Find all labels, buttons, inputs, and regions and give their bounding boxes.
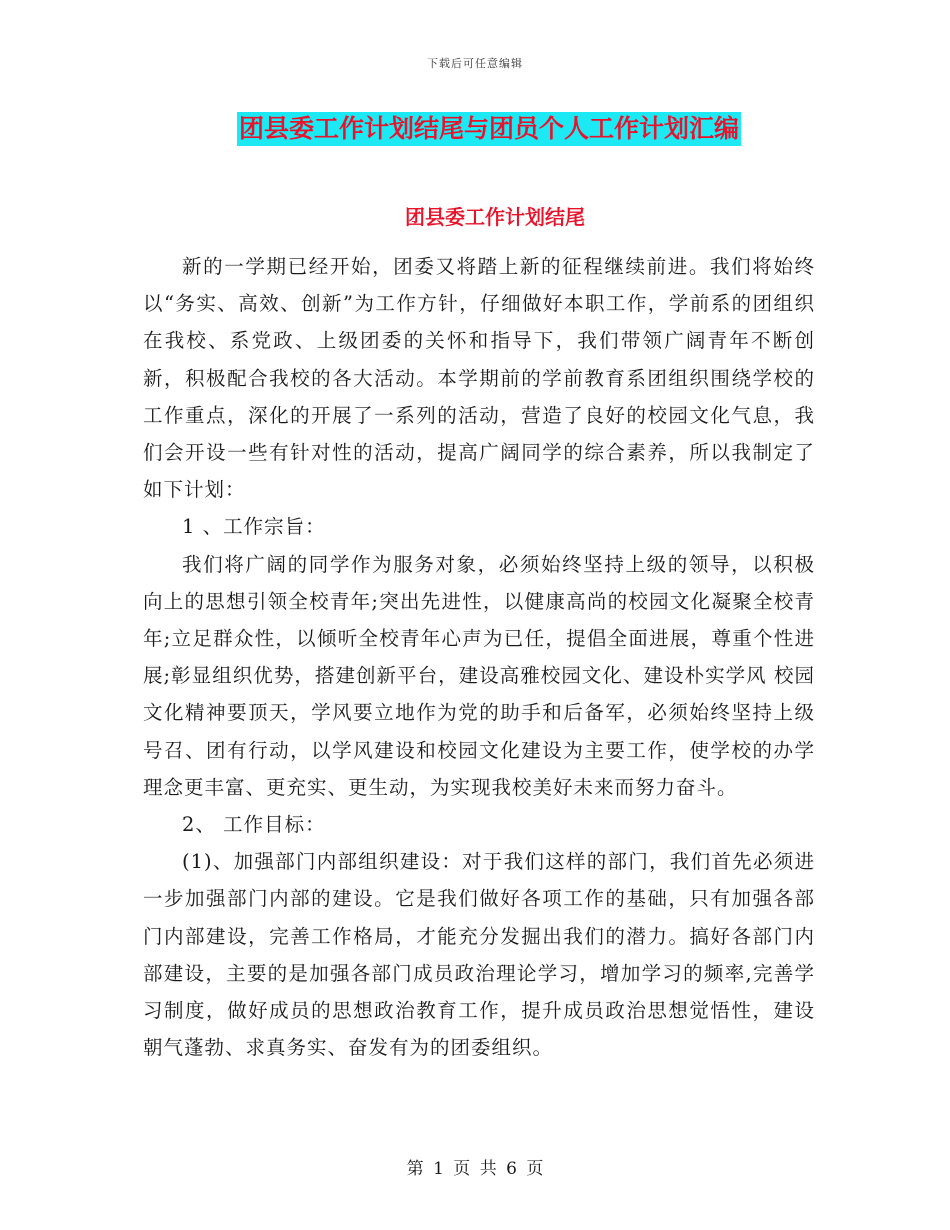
page-number: 第 1 页 共 6 页	[406, 1159, 544, 1179]
paragraph-intro: 新的一学期已经开始，团委又将踏上新的征程继续前进。我们将始终以“务实、高效、创新”为工作方针，仔细做好本职工作，学前系的团组织在我校、系党政、上级团委的关怀和指导下，我们带领广阔青年不断创新，积极配合我校的各大活动。本学期前的学前教育系团组织围绕学校的工作重点，深化的开展了一系列的活动，营造了良好的校园文化气息，我们会开设一些有针对性的活动，提高广阔同学的综合素养，所以我制定了如下计划：	[143, 255, 815, 502]
document-body	[143, 248, 815, 1066]
paragraph-heading-purpose: 1 、工作宗旨：	[182, 515, 326, 539]
paragraph-heading-goals: 2、 工作目标：	[182, 813, 326, 837]
section-title: 团县委工作计划结尾	[405, 205, 585, 229]
page-header-note: 下载后可任意编辑	[427, 57, 523, 70]
paragraph-goal-1: (1)、加强部门内部组织建设：对于我们这样的部门，我们首先必须进一步加强部门内部的建设。它是我们做好各项工作的基础，只有加强各部门内部建设，完善工作格局，才能充分发掘出我们的潜力。搞好各部门内部建设，主要的是加强各部门成员政治理论学习，增加学习的频率,完善学习制度，做好成员的思想政治教育工作，提升成员政治思想觉悟性，建设朝气蓬勃、求真务实、奋发有为的团委组织。	[143, 850, 815, 1060]
paragraph-purpose: 我们将广阔的同学作为服务对象，必须始终坚持上级的领导，以积极向上的思想引领全校青年;突出先进性，以健康高尚的校园文化凝聚全校青年;立足群众性，以倾听全校青年心声为已任，提倡全面进展，尊重个性进展;彰显组织优势，搭建创新平台，建设高雅校园文化、建设朴实学风 校园文化精神要顶天，学风要立地作为党的助手和后备军，必须始终坚持上级号召、团有行动，以学风建设和校园文化建设为主要工作，使学校的办学理念更丰富、更充实、更生动，为实现我校美好未来而努力奋斗。	[143, 552, 815, 799]
document-title-container	[0, 112, 950, 146]
document-title: 团县委工作计划结尾与团员个人工作计划汇编	[237, 112, 741, 146]
